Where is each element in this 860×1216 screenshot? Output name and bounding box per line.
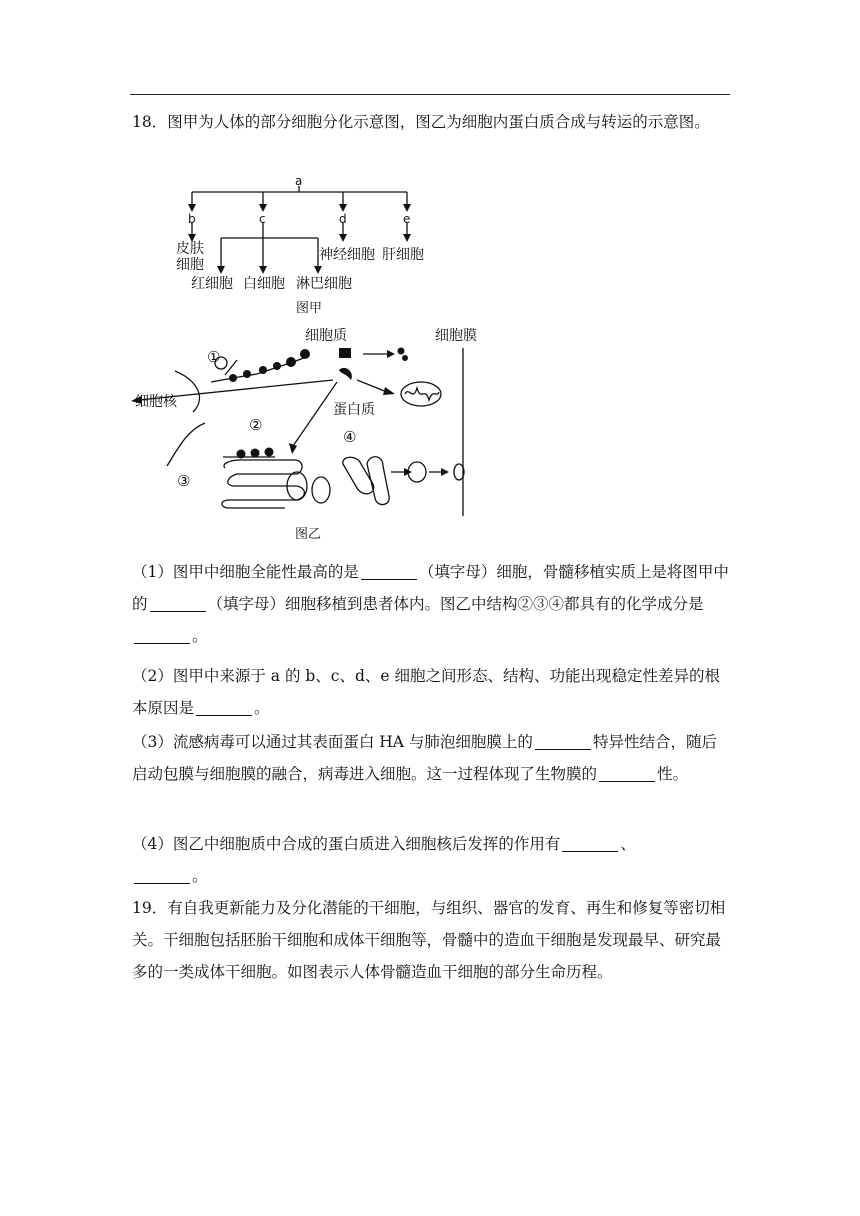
label-structure-2: ②: [249, 416, 263, 434]
label-protein: 蛋白质: [333, 402, 375, 418]
golgi-2: [367, 457, 389, 505]
subquestion-2: （2）图甲中来源于 a 的 b、c、d、e 细胞之间形态、结构、功能出现稳定性差异的根本原因是 。: [132, 667, 721, 717]
answer-blank: [361, 563, 417, 580]
subquestion-4: （4）图乙中细胞质中合成的蛋白质进入细胞核后发挥的作用有 、 。: [132, 835, 636, 885]
figure-yi-marks: [131, 348, 449, 477]
label-structure-3: ③: [177, 472, 191, 490]
node-c: c: [259, 212, 266, 226]
label-nerve-cell: 神经细胞: [319, 247, 375, 263]
figure-yi: [139, 348, 464, 516]
label-red-cell: 红细胞: [191, 276, 233, 292]
answer-blank: [134, 627, 190, 644]
nuclear-envelope-upper: [175, 371, 199, 412]
node-d: d: [339, 212, 347, 226]
answer-blank: [134, 867, 190, 884]
figure-diagrams: [125, 168, 505, 548]
label-lymph-cell: 淋巴细胞: [296, 276, 352, 292]
subquestion-3: （3）流感病毒可以通过其表面蛋白 HA 与肺泡细胞膜上的 特异性结合，随后启动包膜与细胞膜的融合，病毒进入细胞。这一过程体现了生物膜的 性。: [132, 733, 717, 783]
answer-blank: [535, 733, 591, 750]
label-cytoplasm: 细胞质: [305, 328, 347, 344]
nuclear-envelope-lower: [167, 423, 205, 466]
answer-blank: [196, 699, 252, 716]
answer-blank: [562, 835, 618, 852]
label-nucleus: 细胞核: [135, 394, 177, 410]
question-18-stem: 18．图甲为人体的部分细胞分化示意图，图乙为细胞内蛋白质合成与转运的示意图。: [132, 113, 710, 131]
question-19: 19．有自我更新能力及分化潜能的干细胞，与组织、器官的发育、再生和修复等密切相关。干细胞包括胚胎干细胞和成体干细胞等，骨髓中的造血干细胞是发现最早、研究最多的一类成体干细胞。如图表示人体骨髓造血干细胞的部分生命历程。: [132, 899, 726, 981]
label-structure-4: ④: [343, 428, 357, 446]
label-skin-2: 细胞: [176, 257, 204, 273]
label-white-cell: 白细胞: [243, 276, 285, 292]
node-b: b: [188, 212, 196, 226]
node-e: e: [403, 212, 411, 226]
label-liver-cell: 肝细胞: [382, 247, 424, 263]
subquestion-1: （1）图甲中细胞全能性最高的是 （填字母）细胞，骨髓移植实质上是将图甲中的 （填字母）细胞移植到患者体内。图乙中结构②③④都具有的化学成分是。: [132, 563, 729, 645]
endoplasmic-reticulum: [222, 460, 304, 508]
label-skin-1: 皮肤: [176, 241, 204, 257]
caption-jia: 图甲: [296, 301, 323, 316]
label-cell-membrane: 细胞膜: [435, 328, 477, 344]
caption-yi: 图乙: [295, 527, 322, 542]
node-a: a: [295, 174, 303, 188]
answer-blank: [150, 595, 206, 612]
label-structure-1: ①: [207, 348, 221, 366]
header-rule: [130, 94, 730, 95]
answer-blank: [599, 765, 655, 782]
